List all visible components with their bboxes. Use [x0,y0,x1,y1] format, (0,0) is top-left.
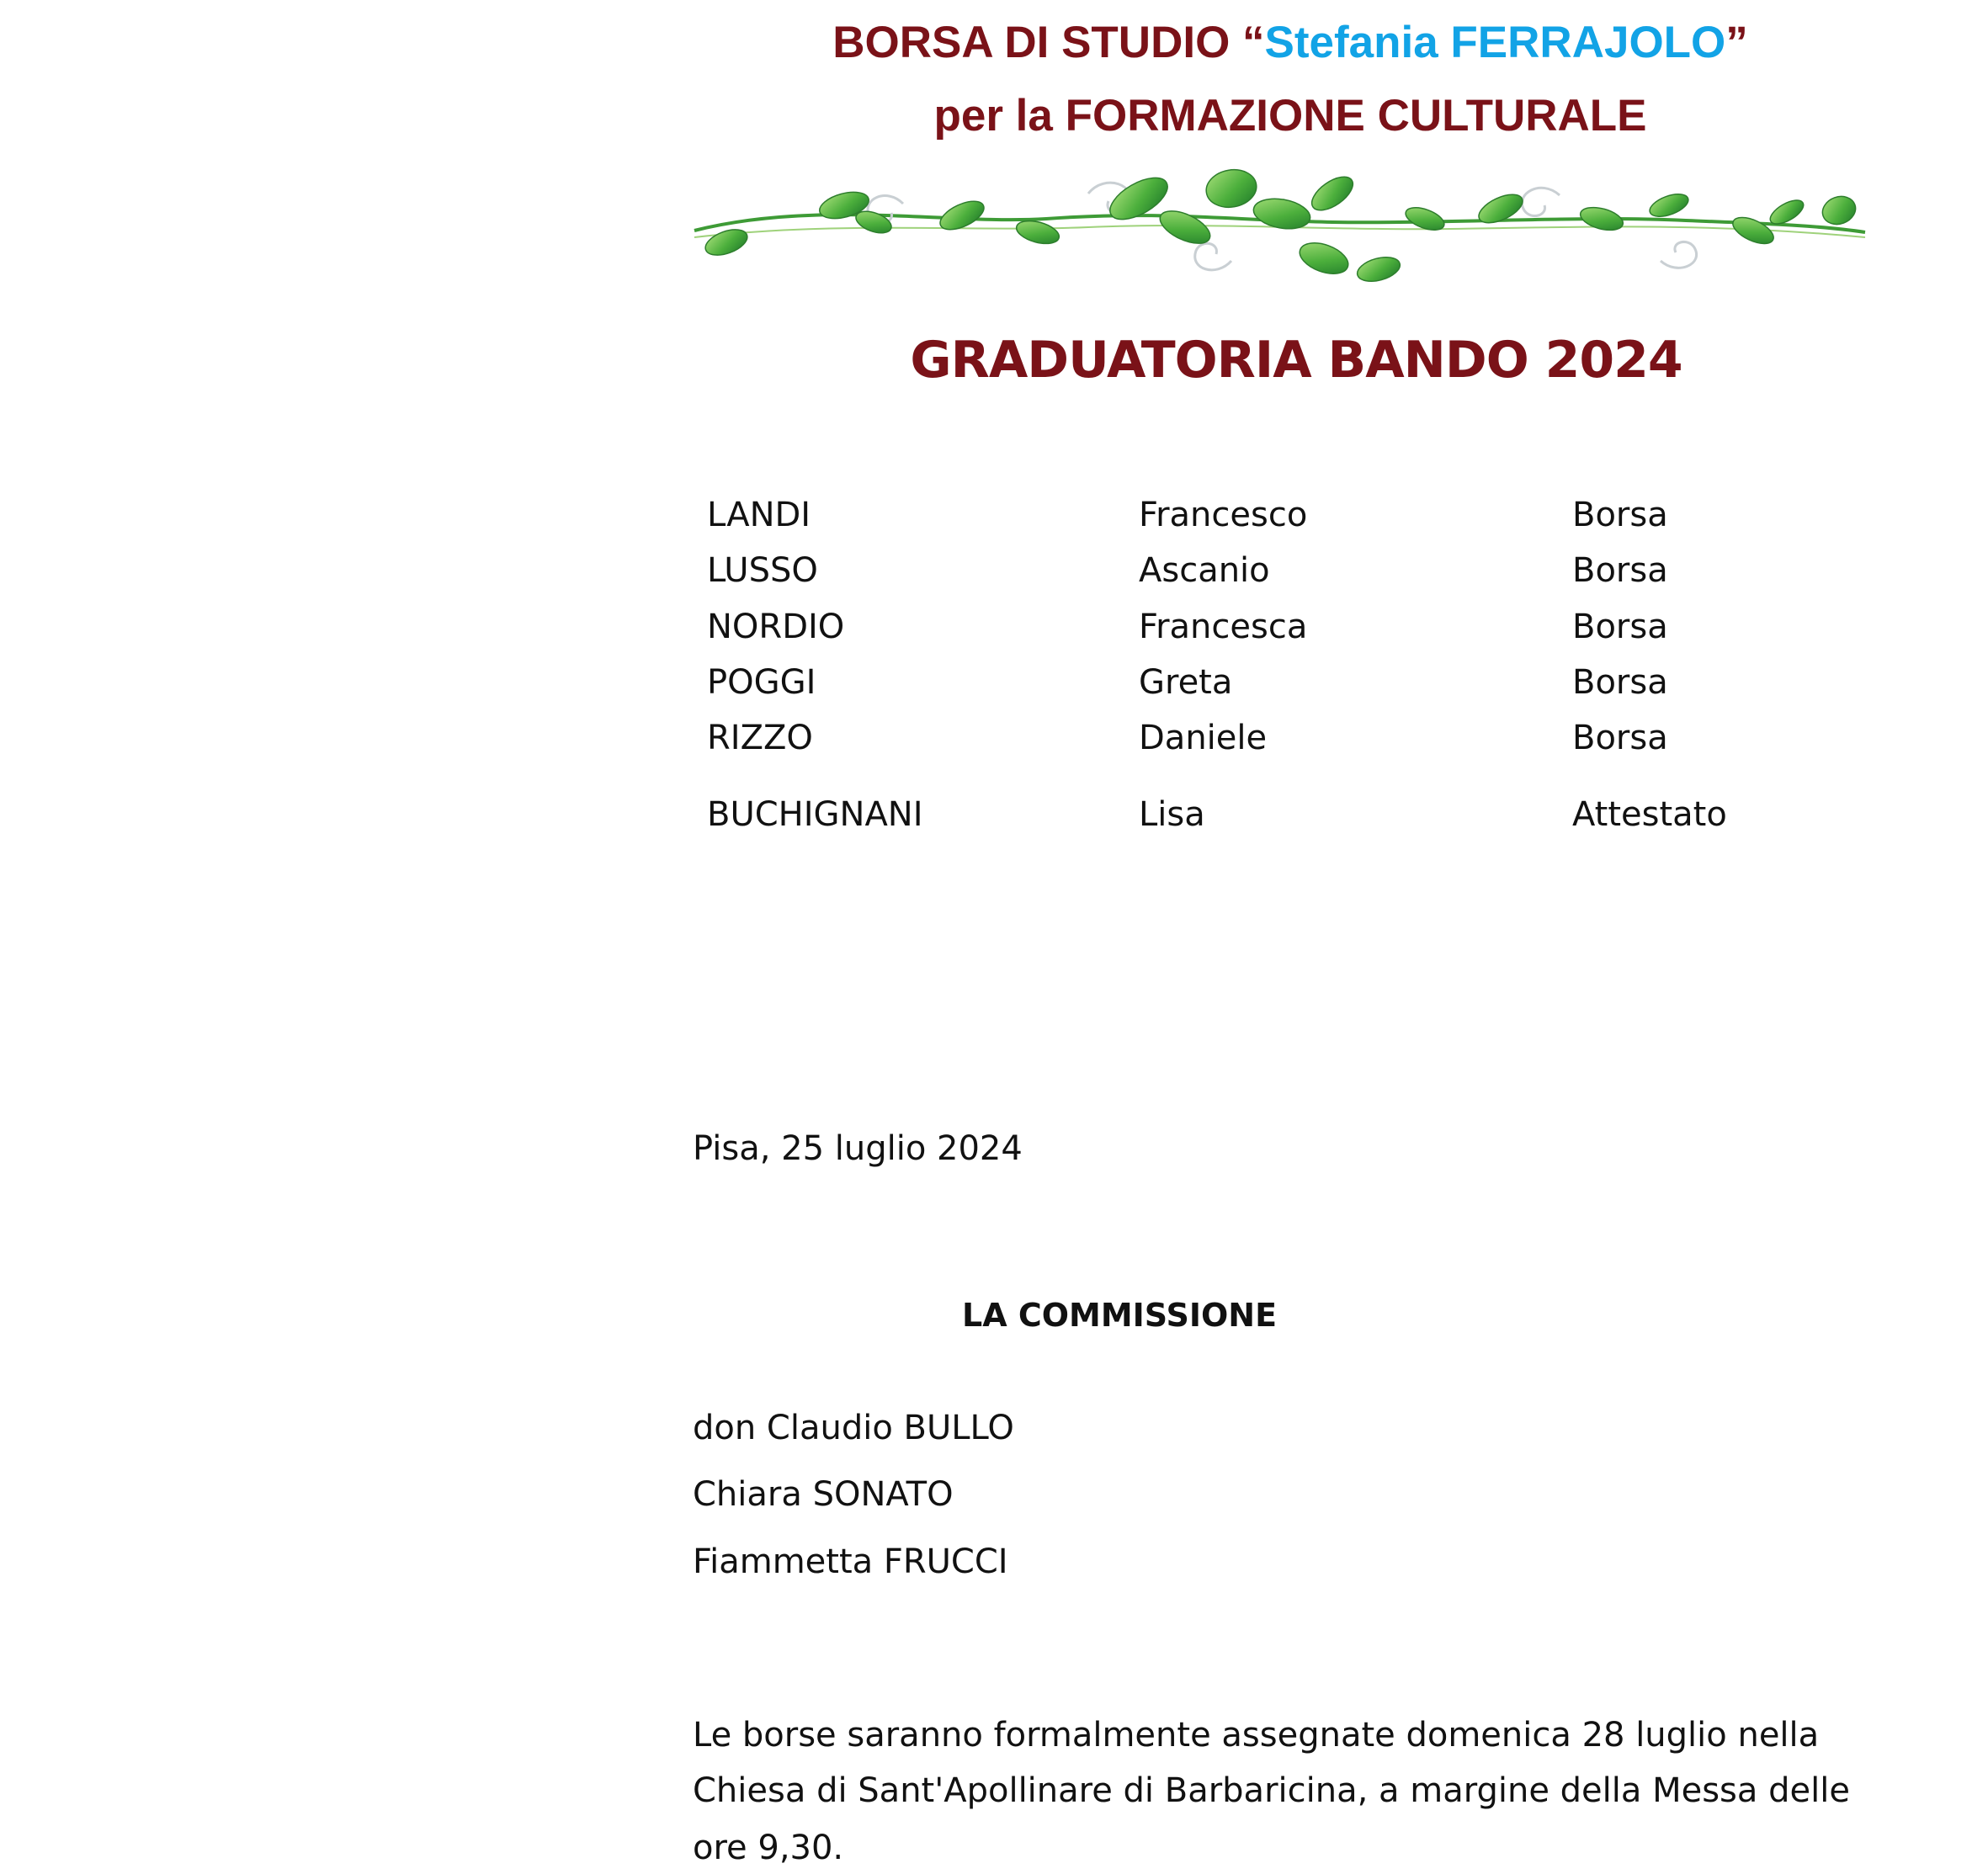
commission-member: Fiammetta FRUCCI [693,1542,1008,1581]
award-note-line: Le borse saranno formalmente assegnate domenica 28 luglio nella [693,1716,1820,1755]
header-suffix: ” [1725,18,1748,67]
ranking-surname: POGGI [707,663,816,702]
ranking-first-name: Greta [1139,663,1233,702]
award-note-line: Chiesa di Sant'Apollinare di Barbaricina, a margine della Messa delle [693,1771,1850,1810]
place-date: Pisa, 25 luglio 2024 [693,1129,1023,1168]
ranking-first-name: Lisa [1139,795,1205,834]
header-title-line-2: per la FORMAZIONE CULTURALE [933,91,1647,141]
ranking-first-name: Francesca [1139,608,1308,646]
award-note-line: ore 9,30. [693,1829,844,1867]
ranking-title: GRADUATORIA BANDO 2024 [910,331,1682,390]
ranking-award: Borsa [1572,496,1668,534]
ranking-award: Borsa [1572,663,1668,702]
commission-title: LA COMMISSIONE [962,1297,1278,1334]
header-title-line-1 [697,20,1884,65]
ranking-surname: LANDI [707,496,811,534]
ranking-first-name: Daniele [1139,719,1268,757]
ranking-surname: BUCHIGNANI [707,795,923,834]
scholarship-name: Stefania FERRAJOLO [1264,18,1726,67]
header-prefix: BORSA DI STUDIO “ [832,18,1265,67]
ranking-surname: RIZZO [707,719,813,757]
vine-leaves-divider-icon [693,162,1867,296]
ranking-surname: NORDIO [707,608,845,646]
commission-member: Chiara SONATO [693,1475,954,1514]
ranking-award: Borsa [1572,551,1668,590]
ranking-award: Borsa [1572,719,1668,757]
ranking-award: Borsa [1572,608,1668,646]
ranking-first-name: Francesco [1139,496,1308,534]
ranking-award: Attestato [1572,795,1727,834]
ranking-surname: LUSSO [707,551,818,590]
commission-member: don Claudio BULLO [693,1409,1014,1447]
ranking-first-name: Ascanio [1139,551,1270,590]
